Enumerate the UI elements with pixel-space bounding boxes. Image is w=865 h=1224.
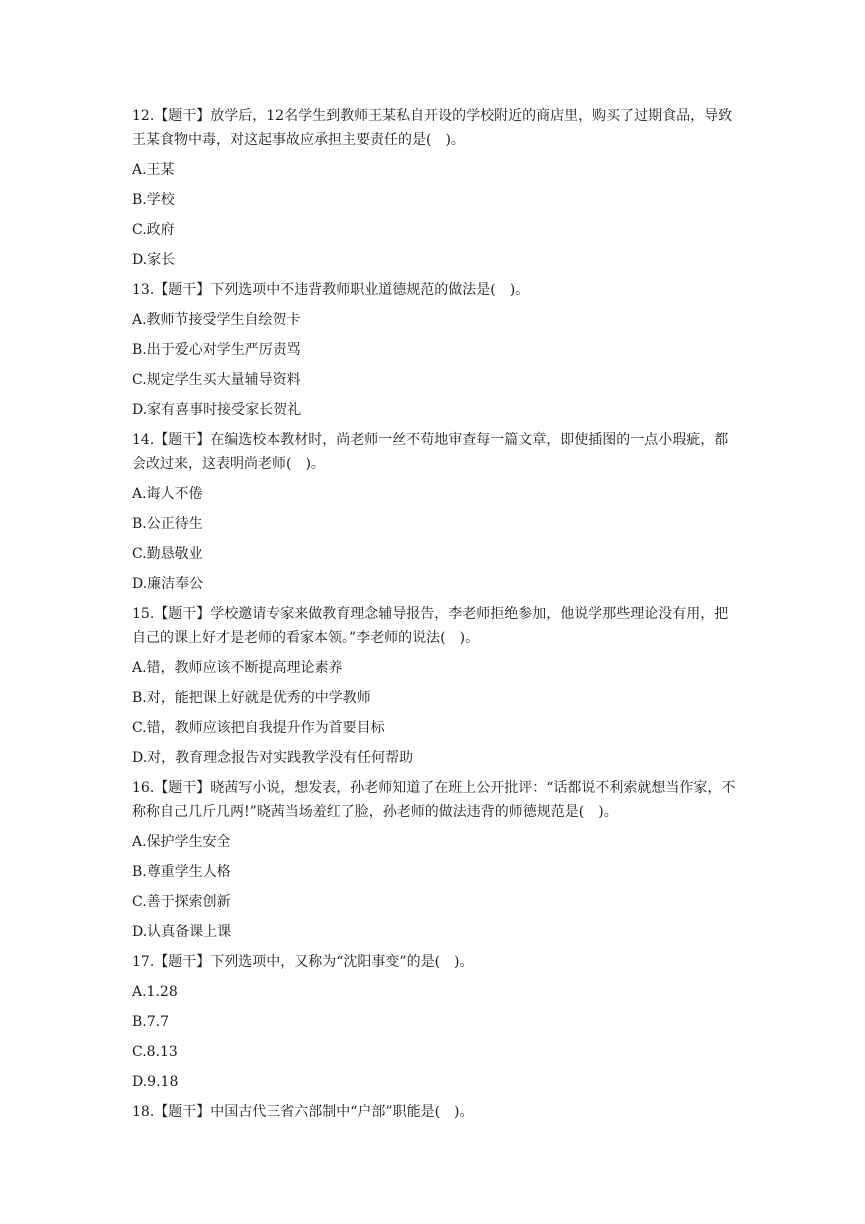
question-12 — [132, 104, 742, 272]
option-d: D.对，教育理念报告对实践教学没有任何帮助 — [132, 750, 414, 766]
option-a: A.王某 — [132, 162, 175, 178]
option-b: B.出于爱心对学生严厉责骂 — [132, 342, 301, 358]
question-stem: 18.【题干】中国古代三省六部制中“户部”职能是( )。 — [132, 1104, 474, 1120]
question-17 — [132, 950, 742, 1094]
option-c: C.善于探索创新 — [132, 894, 231, 910]
option-d: D.9.18 — [132, 1074, 179, 1090]
option-d: D.认真备课上课 — [132, 924, 232, 940]
option-a: A.保护学生安全 — [132, 834, 231, 850]
option-c: C.8.13 — [132, 1044, 178, 1060]
question-15 — [132, 602, 742, 770]
option-b: B.学校 — [132, 192, 175, 208]
question-16 — [132, 776, 742, 944]
option-d: D.家有喜事时接受家长贺礼 — [132, 402, 302, 418]
question-stem: 12.【题干】放学后，12名学生到教师王某私自开设的学校附近的商店里，购买了过期食品，导致王某食物中毒，对这起事故应承担主要责任的是( )。 — [132, 108, 733, 148]
option-d: D.家长 — [132, 252, 176, 268]
question-14 — [132, 428, 742, 596]
option-c: C.错，教师应该把自我提升作为首要目标 — [132, 720, 385, 736]
question-stem: 13.【题干】下列选项中不违背教师职业道德规范的做法是( )。 — [132, 282, 530, 298]
question-stem: 16.【题干】晓茜写小说，想发表，孙老师知道了在班上公开批评：“话都说不利索就想当作家，不称称自己几斤几两!”晓茜当场羞红了脸，孙老师的做法违背的师德规范是( )。 — [132, 780, 736, 820]
option-d: D.廉洁奉公 — [132, 576, 204, 592]
option-a: A.1.28 — [132, 984, 178, 1000]
question-13 — [132, 278, 742, 422]
option-a: A.教师节接受学生自绘贺卡 — [132, 312, 301, 328]
question-18 — [132, 1100, 742, 1124]
question-stem: 15.【题干】学校邀请专家来做教育理念辅导报告，李老师拒绝参加，他说学那些理论没有用，把自己的课上好才是老师的看家本领。”李老师的说法( )。 — [132, 606, 729, 646]
option-c: C.规定学生买大量辅导资料 — [132, 372, 301, 388]
option-c: C.勤恳敬业 — [132, 546, 203, 562]
option-b: B.公正待生 — [132, 516, 203, 532]
option-b: B.7.7 — [132, 1014, 170, 1030]
option-b: B.对，能把课上好就是优秀的中学教师 — [132, 690, 371, 706]
option-a: A.诲人不倦 — [132, 486, 203, 502]
option-b: B.尊重学生人格 — [132, 864, 231, 880]
document-page — [132, 104, 742, 1130]
question-stem: 14.【题干】在编选校本教材时，尚老师一丝不苟地审查每一篇文章，即使插图的一点小瑕疵，都会改过来，这表明尚老师( )。 — [132, 432, 729, 472]
question-stem: 17.【题干】下列选项中，又称为“沈阳事变”的是( )。 — [132, 954, 474, 970]
option-c: C.政府 — [132, 222, 175, 238]
option-a: A.错，教师应该不断提高理论素养 — [132, 660, 343, 676]
